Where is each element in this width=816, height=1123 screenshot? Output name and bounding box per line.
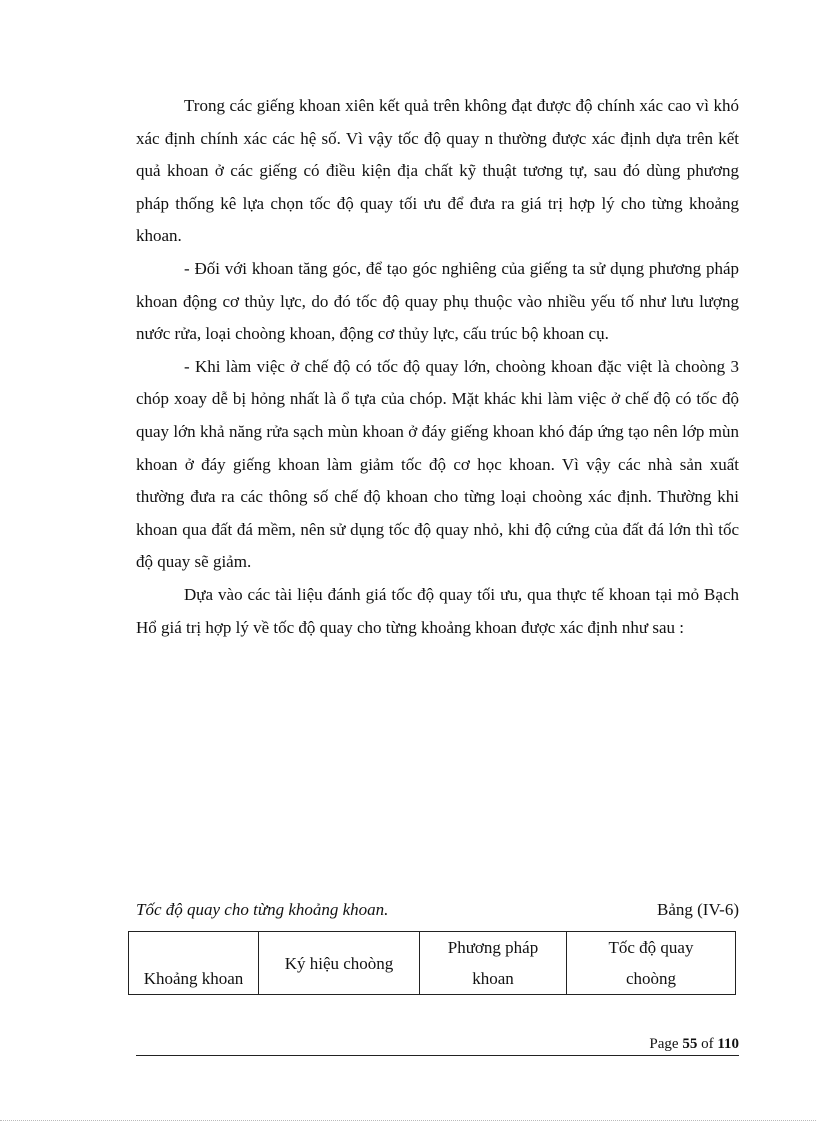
header-bit-code	[259, 932, 420, 995]
table-header-row	[129, 932, 736, 995]
header-rotation-speed-line2: choòng	[625, 969, 677, 988]
header-rotation-speed-line1: Tốc độ quay	[608, 938, 694, 957]
table-label: Bảng (IV-6)	[657, 900, 739, 919]
header-bit-code-label: Ký hiệu choòng	[284, 953, 394, 973]
table-title: Tốc độ quay cho từng khoảng khoan.	[136, 900, 389, 919]
footer-page-word: Page	[649, 1036, 679, 1052]
table-caption	[136, 900, 739, 920]
header-drilling-method-line2: khoan	[472, 969, 514, 988]
header-depth-interval	[129, 932, 259, 995]
footer-divider	[136, 1055, 739, 1056]
footer-current-page: 55	[682, 1036, 698, 1052]
page-bottom-edge	[0, 1120, 816, 1121]
paragraph-4: Dựa vào các tài liệu đánh giá tốc độ quay tối ưu, qua thực tế khoan tại mỏ Bạch Hổ giá trị hợp lý về tốc độ quay cho từng khoảng khoan được xác định như sau :	[136, 584, 739, 637]
page-footer	[136, 1036, 739, 1053]
paragraph-1: Trong các giếng khoan xiên kết quả trên không đạt được độ chính xác cao vì khó xác định chính xác các hệ số. Vì vậy tốc độ quay n thường được xác định dựa trên kết quả khoan ở các giếng có điều kiện địa chất kỹ thuật tương tự, sau đó dùng phương pháp thống kê lựa chọn tốc độ quay tối ưu để đưa ra giá trị hợp lý cho từng khoảng khoan.	[136, 96, 739, 246]
header-rotation-speed	[567, 932, 736, 995]
footer-of-word: of	[701, 1036, 714, 1052]
header-depth-interval-label: Khoảng khoan	[143, 969, 244, 988]
header-drilling-method-line1: Phương pháp	[447, 938, 539, 957]
speed-table	[128, 931, 736, 995]
paragraph-2: - Đối với khoan tăng góc, để tạo góc nghiêng của giếng ta sử dụng phương pháp khoan động cơ thủy lực, do đó tốc độ quay phụ thuộc vào nhiều yếu tố như lưu lượng nước rửa, loại choòng khoan, động cơ thủy lực, cấu trúc bộ khoan cụ.	[136, 258, 739, 344]
footer-total-pages: 110	[717, 1036, 739, 1052]
header-drilling-method	[420, 932, 567, 995]
paragraph-3: - Khi làm việc ở chế độ có tốc độ quay lớn, choòng khoan đặc việt là choòng 3 chóp xoay dễ bị hỏng nhất là ổ tựa của chóp. Mặt khác khi làm việc ở chế độ có tốc độ quay lớn khả năng rửa sạch mùn khoan ở đáy giếng khoan khó đáp ứng tạo nên lớp mùn khoan ở đáy giếng khoan làm giảm tốc độ cơ học khoan. Vì vậy các nhà sản xuất thường đưa ra các thông số chế độ khoan cho từng loại choòng xác định. Thường khi khoan qua đất đá mềm, nên sử dụng tốc độ quay nhỏ, khi độ cứng của đất đá lớn thì tốc độ quay sẽ giảm.	[136, 356, 739, 572]
body-text	[136, 90, 739, 644]
